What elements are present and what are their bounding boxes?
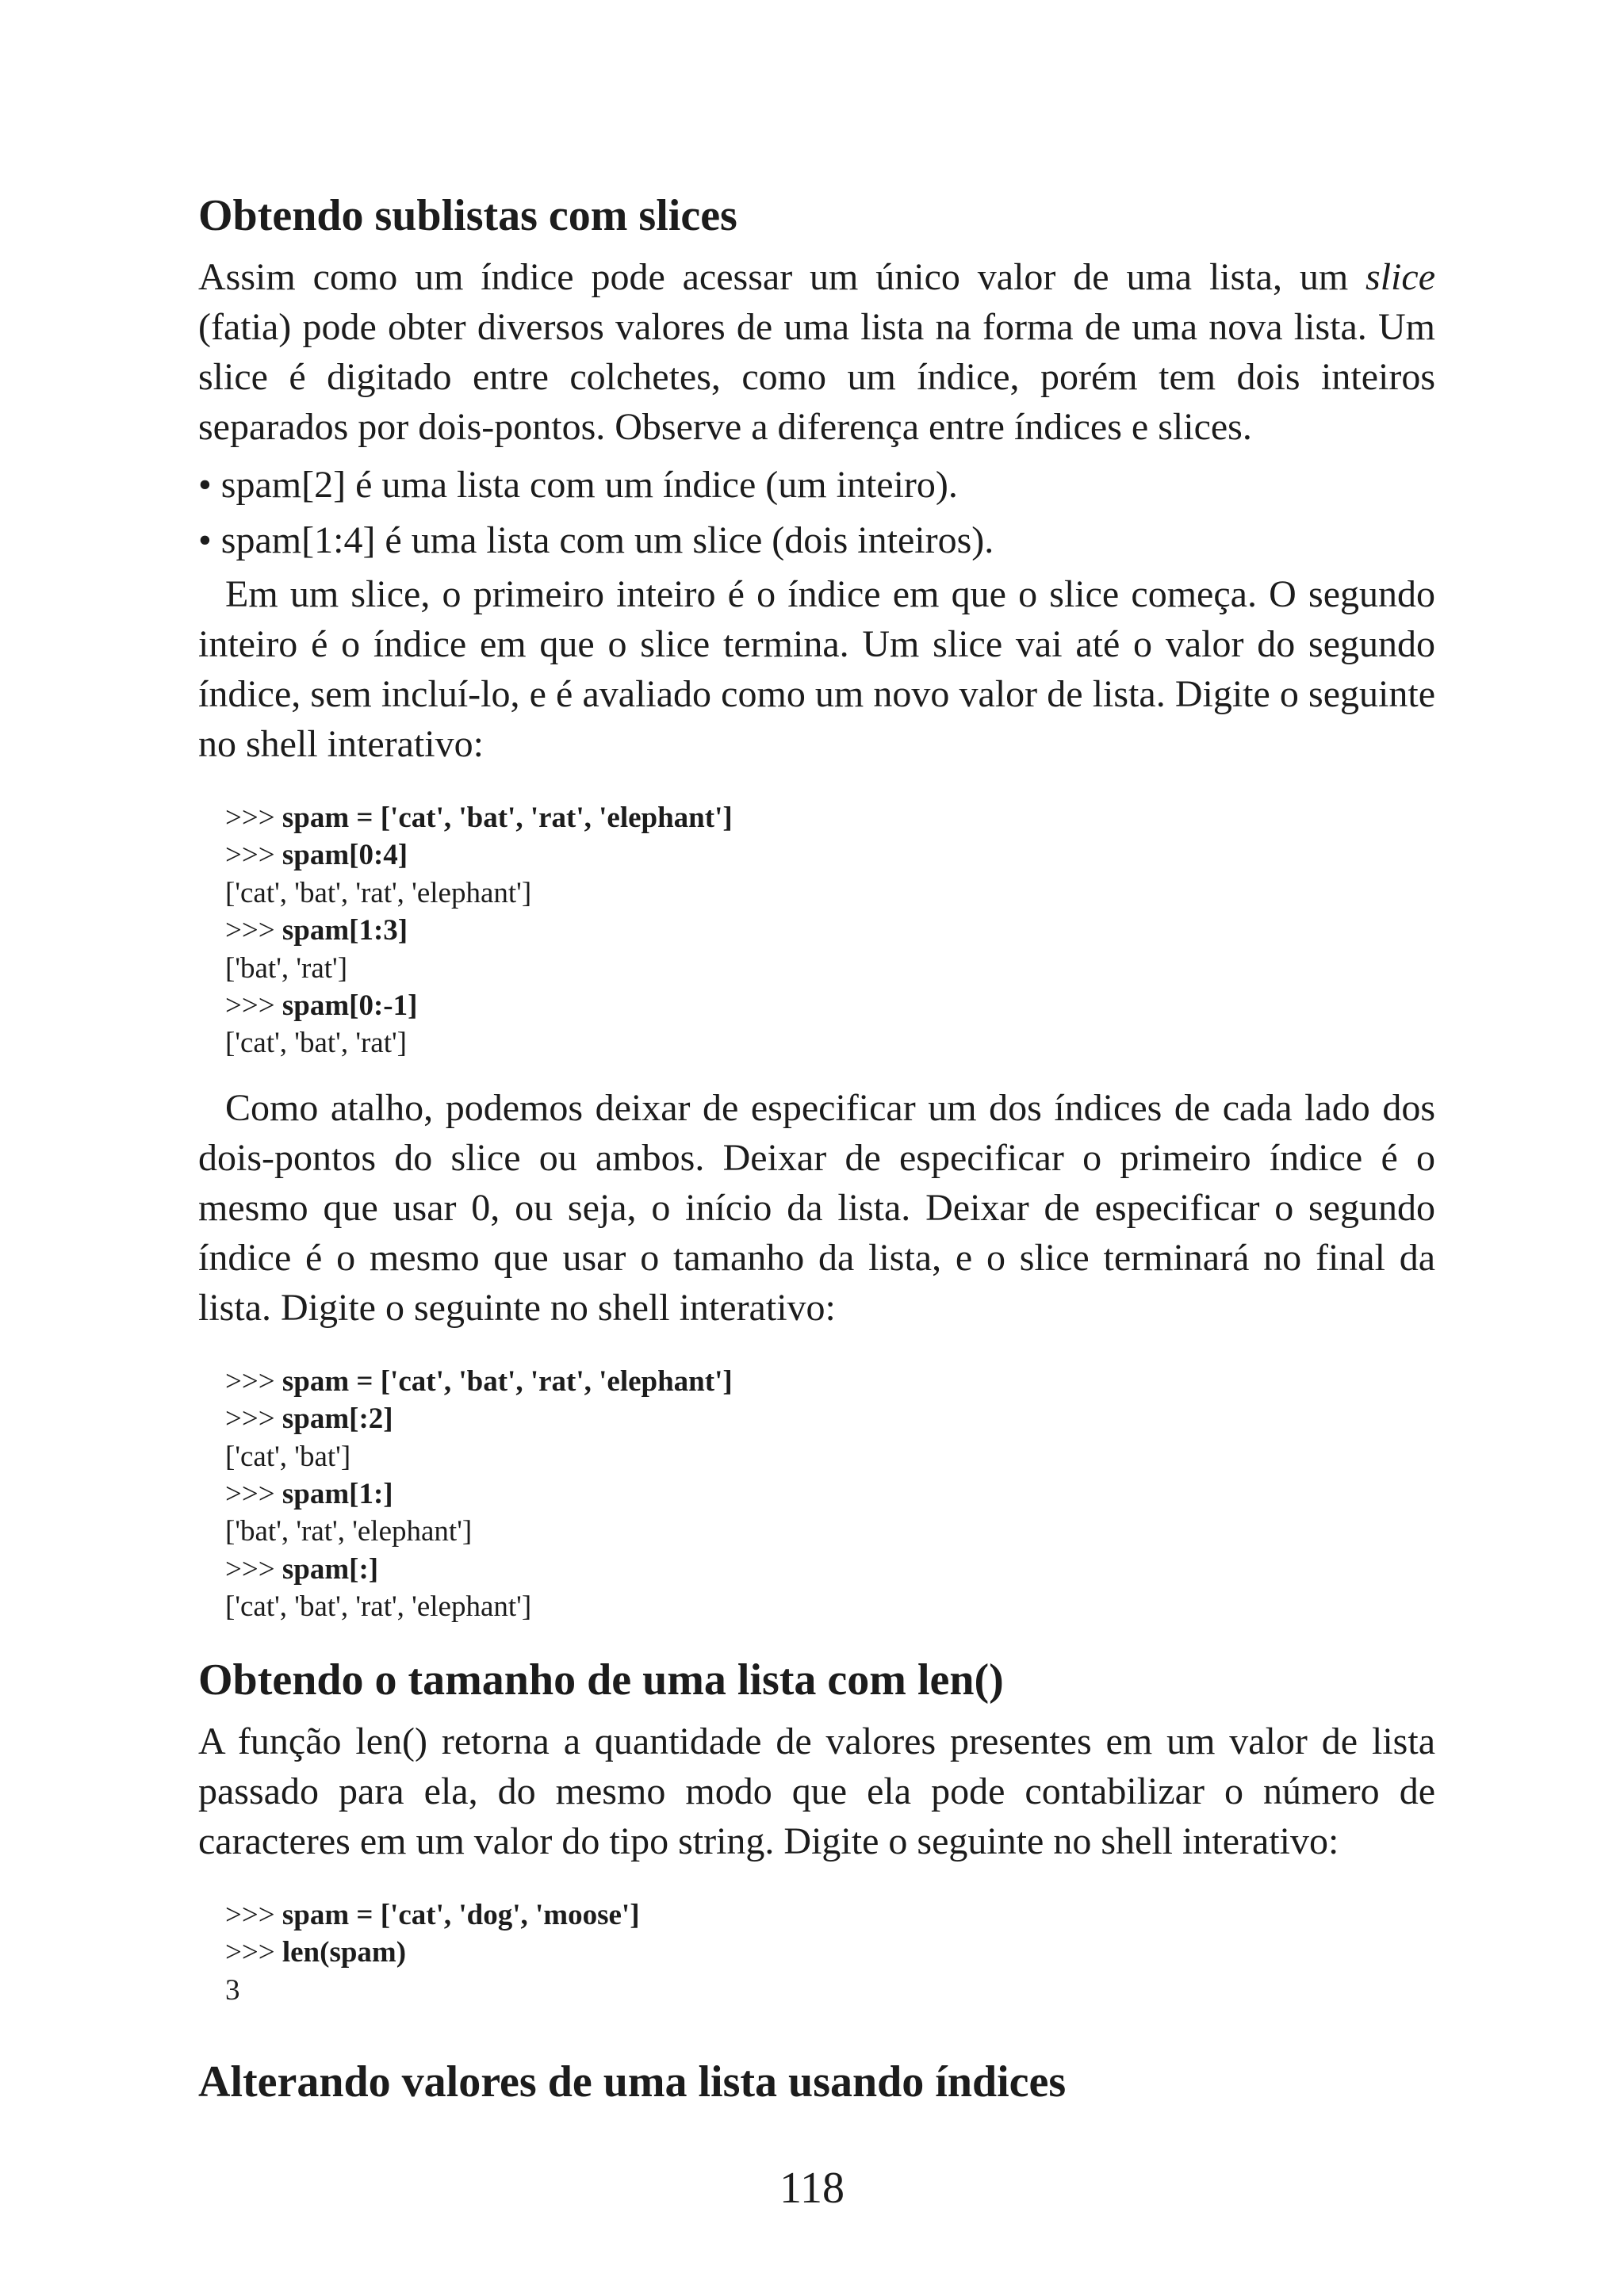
code-prompt: >>>	[225, 839, 282, 872]
code-output: ['cat', 'bat']	[225, 1440, 351, 1473]
code-prompt: >>>	[225, 1402, 282, 1436]
code-output: ['cat', 'bat', 'rat', 'elephant']	[225, 876, 532, 909]
italic-term-slice: slice	[1365, 256, 1435, 298]
code-command: spam[1:3]	[282, 914, 408, 947]
code-line	[225, 1551, 1435, 1588]
code-line	[225, 912, 1435, 949]
code-line	[225, 1896, 1435, 1934]
paragraph-text: Assim como um índice pode acessar um único valor de uma lista, um	[198, 256, 1366, 298]
code-block-len	[225, 1896, 1435, 2009]
code-line	[225, 799, 1435, 836]
page-content	[198, 190, 1435, 2118]
code-prompt: >>>	[225, 989, 282, 1023]
code-prompt: >>>	[225, 1364, 282, 1398]
code-command: len(spam)	[282, 1936, 407, 1969]
paragraph-slice-explanation: Em um slice, o primeiro inteiro é o índice em que o slice começa. O segundo inteiro é o índice em que o slice termina. Um slice vai até o valor do segundo índice, sem incluí-lo, e é avaliado como um novo valor de lista. Digite o seguinte no shell interativo:	[198, 573, 1435, 765]
code-block-slices	[225, 799, 1435, 1062]
page-number: 118	[779, 2164, 845, 2213]
code-command: spam[0:-1]	[282, 989, 418, 1023]
section-heading-len: Obtendo o tamanho de uma lista com len()	[198, 1655, 1004, 1705]
code-output: ['cat', 'bat', 'rat']	[225, 1027, 407, 1060]
code-prompt: >>>	[225, 914, 282, 947]
code-line	[225, 1400, 1435, 1437]
code-prompt: >>>	[225, 1898, 282, 1931]
code-output: ['bat', 'rat', 'elephant']	[225, 1515, 473, 1548]
section-heading-slices: Obtendo sublistas com slices	[198, 191, 737, 240]
code-command: spam = ['cat', 'bat', 'rat', 'elephant']	[282, 1364, 733, 1398]
code-prompt: >>>	[225, 802, 282, 834]
code-command: spam[1:]	[282, 1478, 393, 1511]
bullet-item-slice: • spam[1:4] é uma lista com um slice (dois inteiros).	[198, 519, 994, 561]
code-output: ['cat', 'bat', 'rat', 'elephant']	[225, 1590, 532, 1624]
code-command: spam = ['cat', 'bat', 'rat', 'elephant']	[282, 802, 733, 834]
code-prompt: >>>	[225, 1936, 282, 1969]
paragraph-slices-intro	[198, 252, 1435, 452]
code-prompt: >>>	[225, 1552, 282, 1586]
code-command: spam[:2]	[282, 1402, 393, 1436]
code-block-slice-shortcuts	[225, 1363, 1435, 1626]
paragraph-slice-shortcut: Como atalho, podemos deixar de especificar um dos índices de cada lado dos dois-pontos do slice ou ambos. Deixar de especificar o primeiro índice é o mesmo que usar 0, ou seja, o início da lista. Deixar de especificar o segundo índice é o mesmo que usar o tamanho da lista, e o slice terminará no final da lista. Digite o seguinte no shell interativo:	[198, 1086, 1435, 1329]
code-line	[225, 987, 1435, 1024]
code-line	[225, 1363, 1435, 1400]
paragraph-len-intro: A função len() retorna a quantidade de valores presentes em um valor de lista passado para ela, do mesmo modo que ela pode contabilizar o número de caracteres em um valor do tipo string. Digite o seguinte no shell interativo:	[198, 1720, 1435, 1862]
code-command: spam = ['cat', 'dog', 'moose']	[282, 1898, 640, 1931]
code-line	[225, 1934, 1435, 1971]
code-line	[225, 836, 1435, 874]
code-output: 3	[225, 1973, 240, 2007]
code-output: ['bat', 'rat']	[225, 951, 348, 985]
code-command: spam[:]	[282, 1552, 379, 1586]
bullet-item-index: • spam[2] é uma lista com um índice (um inteiro).	[198, 464, 958, 506]
code-prompt: >>>	[225, 1478, 282, 1511]
code-line	[225, 1475, 1435, 1513]
section-heading-modify-values: Alterando valores de uma lista usando índices	[198, 2057, 1067, 2107]
paragraph-text: (fatia) pode obter diversos valores de uma lista na forma de uma nova lista. Um slice é digitado entre colchetes, como um índice, porém tem dois inteiros separados por dois-pontos. Observe a diferença entre índices e slices.	[198, 306, 1435, 448]
code-command: spam[0:4]	[282, 839, 408, 872]
